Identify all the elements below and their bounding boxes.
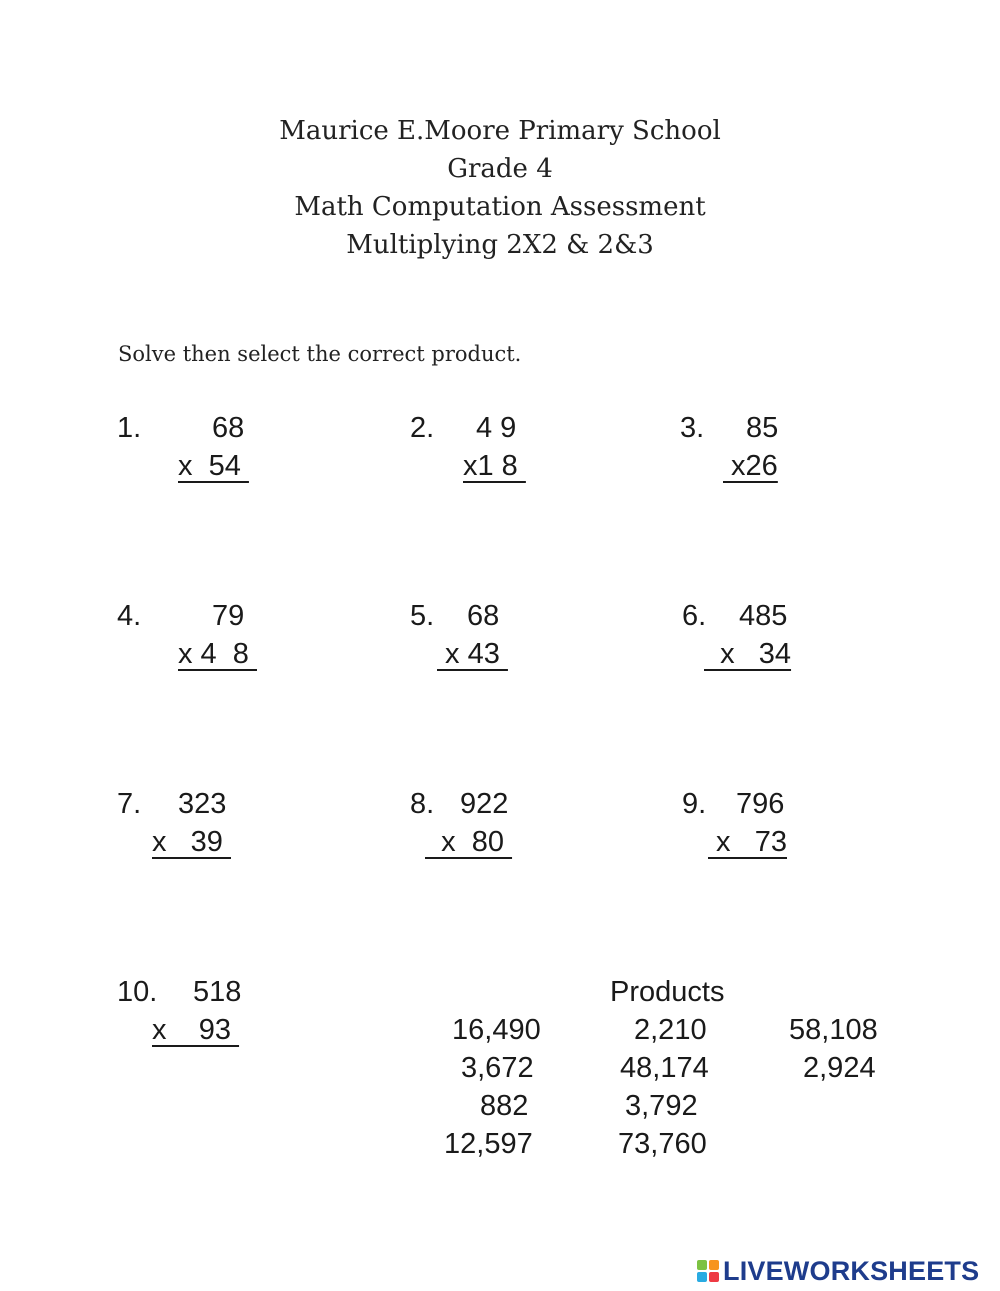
problem-number: 4. <box>117 600 142 632</box>
multiplier: x 80 <box>425 826 513 858</box>
product-option[interactable]: 58,108 <box>789 1014 878 1046</box>
problem-7 <box>117 788 231 953</box>
problem-9 <box>682 788 787 953</box>
multiplicand: 922 <box>460 788 509 820</box>
problem-10 <box>117 976 242 1141</box>
product-option[interactable]: 73,760 <box>618 1128 707 1160</box>
product-option[interactable]: 2,924 <box>803 1052 876 1084</box>
problem-2 <box>410 412 526 577</box>
problem-number: 6. <box>682 600 707 632</box>
problem-number: 5. <box>410 600 435 632</box>
instructions: Solve then select the correct product. <box>118 342 522 366</box>
multiplicand: 796 <box>736 788 785 820</box>
product-option[interactable]: 2,210 <box>634 1014 707 1046</box>
problem-3 <box>680 412 779 577</box>
problem-number: 2. <box>410 412 435 444</box>
product-option[interactable]: 3,672 <box>461 1052 534 1084</box>
products-title: Products <box>610 976 725 1008</box>
problem-number: 7. <box>117 788 142 820</box>
logo-square-red <box>709 1272 719 1282</box>
problem-number: 8. <box>410 788 435 820</box>
assessment-title: Math Computation Assessment <box>294 192 706 222</box>
problem-number: 10. <box>117 976 158 1008</box>
worksheet-header <box>0 112 1000 264</box>
product-option[interactable]: 48,174 <box>620 1052 709 1084</box>
problem-number: 1. <box>117 412 142 444</box>
multiplicand: 68 <box>467 600 500 632</box>
problem-1 <box>117 412 249 577</box>
topic-title: Multiplying 2X2 & 2&3 <box>346 230 654 260</box>
product-option[interactable]: 12,597 <box>444 1128 533 1160</box>
problem-number: 9. <box>682 788 707 820</box>
problem-5 <box>410 600 508 765</box>
logo-square-blue <box>697 1272 707 1282</box>
problem-number: 3. <box>680 412 705 444</box>
multiplier: x 73 <box>708 826 787 858</box>
product-option[interactable]: 882 <box>480 1090 529 1122</box>
liveworksheets-brand <box>697 1256 979 1286</box>
grade-label: Grade 4 <box>447 154 553 184</box>
multiplier: x1 8 <box>463 450 526 482</box>
school-name: Maurice E.Moore Primary School <box>279 116 721 146</box>
multiplicand: 4 9 <box>476 412 517 444</box>
multiplier: x 54 <box>178 450 249 482</box>
product-option[interactable]: 3,792 <box>625 1090 698 1122</box>
problem-4 <box>117 600 257 765</box>
multiplicand: 518 <box>193 976 242 1008</box>
liveworksheets-logo-icon <box>697 1260 719 1282</box>
multiplier: x 39 <box>152 826 231 858</box>
logo-square-orange <box>709 1260 719 1270</box>
multiplicand: 79 <box>212 600 245 632</box>
multiplier: x 43 <box>437 638 508 670</box>
multiplier: x 34 <box>704 638 792 670</box>
product-option[interactable]: 16,490 <box>452 1014 541 1046</box>
multiplier: x26 <box>723 450 778 482</box>
problem-8 <box>410 788 513 953</box>
liveworksheets-wordmark: LIVEWORKSHEETS <box>723 1255 980 1286</box>
multiplicand: 68 <box>212 412 245 444</box>
logo-square-green <box>697 1260 707 1270</box>
multiplier: x 4 8 <box>178 638 257 670</box>
multiplicand: 323 <box>178 788 227 820</box>
problem-6 <box>682 600 792 765</box>
multiplicand: 85 <box>746 412 779 444</box>
multiplier: x 93 <box>152 1014 240 1046</box>
multiplicand: 485 <box>739 600 788 632</box>
